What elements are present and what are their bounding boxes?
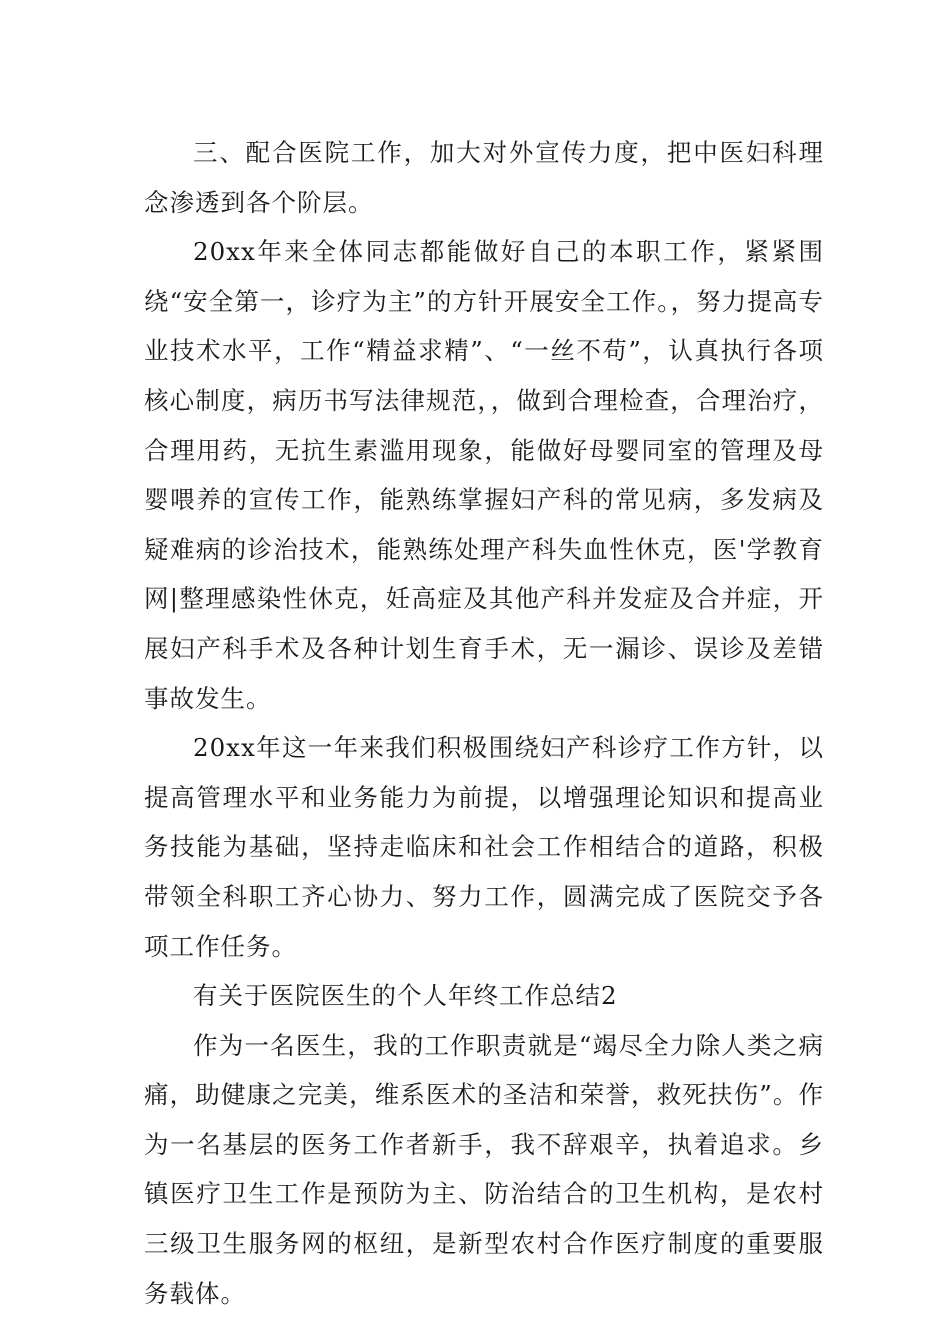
- document-body: [144, 128, 824, 1318]
- paragraph-1: 三、配合医院工作，加大对外宣传力度，把中医妇科理念渗透到各个阶层。: [144, 138, 824, 217]
- paragraph-2: 20xx年来全体同志都能做好自己的本职工作，紧紧围绕“安全第一，诊疗为主”的方针开展安全工作。，努力提高专业技术水平，工作“精益求精”、“一丝不苟”，认真执行各项核心制度，病历书写法律规范，，做到合理检查，合理治疗，合理用药，无抗生素滥用现象，能做好母婴同室的管理及母婴喂养的宣传工作，能熟练掌握妇产科的常见病，多发病及疑难病的诊治技术，能熟练处理产科失血性休克，医'学教育网|整理感染性休克，妊高症及其他产科并发症及合并症，开展妇产科手术及各种计划生育手术，无一漏诊、误诊及差错事故发生。: [144, 237, 824, 713]
- paragraph-4: 作为一名医生，我的工作职责就是“竭尽全力除人类之病痛，助健康之完美，维系医术的圣洁和荣誉，救死扶伤”。作为一名基层的医务工作者新手，我不辞艰辛，执着追求。乡镇医疗卫生工作是预防为主、防治结合的卫生机构，是农村三级卫生服务网的枢纽，是新型农村合作医疗制度的重要服务载体。: [144, 1030, 824, 1308]
- section-heading: 有关于医院医生的个人年终工作总结2: [193, 981, 618, 1011]
- paragraph-3: 20xx年这一年来我们积极围绕妇产科诊疗工作方针，以提高管理水平和业务能力为前提，以增强理论知识和提高业务技能为基础，坚持走临床和社会工作相结合的道路，积极带领全科职工齐心协力、努力工作，圆满完成了医院交予各项工作任务。: [144, 733, 824, 961]
